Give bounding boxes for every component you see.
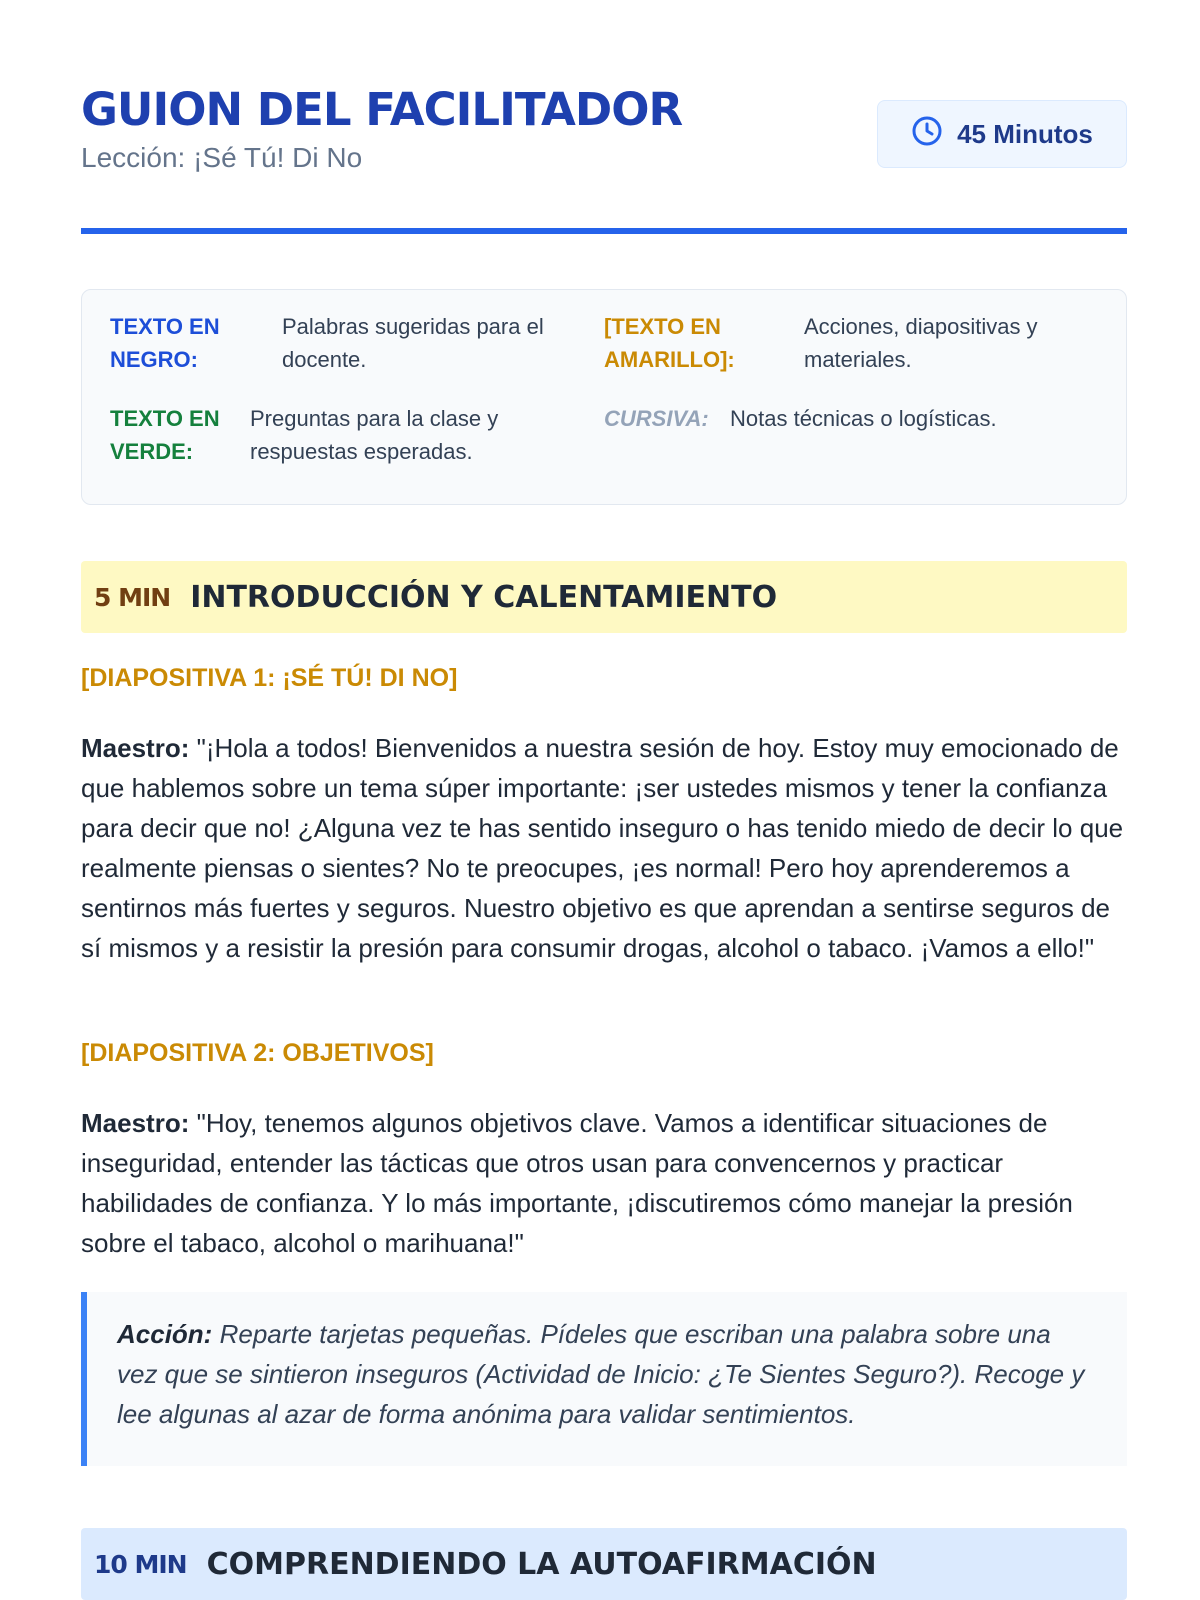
clock-icon [911,115,943,154]
teacher-script-1 [81,728,1127,968]
section-title: COMPRENDIENDO LA AUTOAFIRMACIÓN [206,1546,877,1582]
script-text: "¡Hola a todos! Bienvenidos a nuestra sesión de hoy. Estoy muy emocionado de que hablemos sobre un tema súper importante: ¡ser ustedes mismos y tener la confianza para decir que no! ¿Alguna vez te has sentido inseguro o has tenido miedo de decir lo que realmente piensas o sientes? No te preocupes, ¡es normal! Pero hoy aprenderemos a sentirnos más fuertes y seguros. Nuestro objetivo es que aprendan a sentirse seguros de sí mismos y a resistir la presión para consumir drogas, alcohol o tabaco. ¡Vamos a ello!" [81,733,1124,963]
legend-black-key: TEXTO EN NEGRO: [110,314,220,372]
lesson-subtitle: Lección: ¡Sé Tú! Di No [81,142,363,173]
legend-italic-desc: Notas técnicas o logísticas. [730,406,997,431]
teacher-script-2 [81,1103,1127,1263]
slide-1-label: [DIAPOSITIVA 1: ¡SÉ TÚ! DI NO] [81,664,458,692]
action-text: Reparte tarjetas pequeñas. Pídeles que escriban una palabra sobre una vez que se sintieron inseguros (Actividad de Inicio: ¿Te Sientes Seguro?). Recoge y lee algunas al azar de forma anónima para validar sentimientos. [117,1319,1085,1429]
legend-green-desc: Preguntas para la clase y respuestas esperadas. [250,406,499,464]
duration-badge [877,100,1127,168]
legend-italic-key: CURSIVA: [604,406,709,431]
legend-green-key: TEXTO EN VERDE: [110,406,220,464]
action-label: Acción: [117,1319,213,1349]
legend-black-desc: Palabras sugeridas para el docente. [282,314,544,372]
section-duration: 10 MIN [94,1549,187,1579]
section-header-intro [81,561,1127,633]
legend-box [81,289,1127,505]
header [81,84,1127,174]
section-duration: 5 MIN [94,582,171,612]
legend-yellow-key: [TEXTO EN AMARILLO]: [604,314,735,372]
script-text: "Hoy, tenemos algunos objetivos clave. Vamos a identificar situaciones de inseguridad, entender las tácticas que otros usan para convencernos y practicar habilidades de confianza. Y lo más importante, ¡discutiremos cómo manejar la presión sobre el tabaco, alcohol o marihuana!" [81,1108,1073,1258]
duration-label: 45 Minutos [957,118,1093,149]
speaker-label: Maestro: [81,1108,190,1138]
action-note [81,1292,1127,1466]
section-header-self-affirmation [81,1528,1127,1600]
slide-2-label: [DIAPOSITIVA 2: OBJETIVOS] [81,1039,434,1067]
section-title: INTRODUCCIÓN Y CALENTAMIENTO [190,579,778,615]
legend-yellow-desc: Acciones, diapositivas y materiales. [804,314,1038,372]
header-divider [81,228,1127,234]
page-title: GUION DEL FACILITADOR [81,83,683,136]
speaker-label: Maestro: [81,733,190,763]
